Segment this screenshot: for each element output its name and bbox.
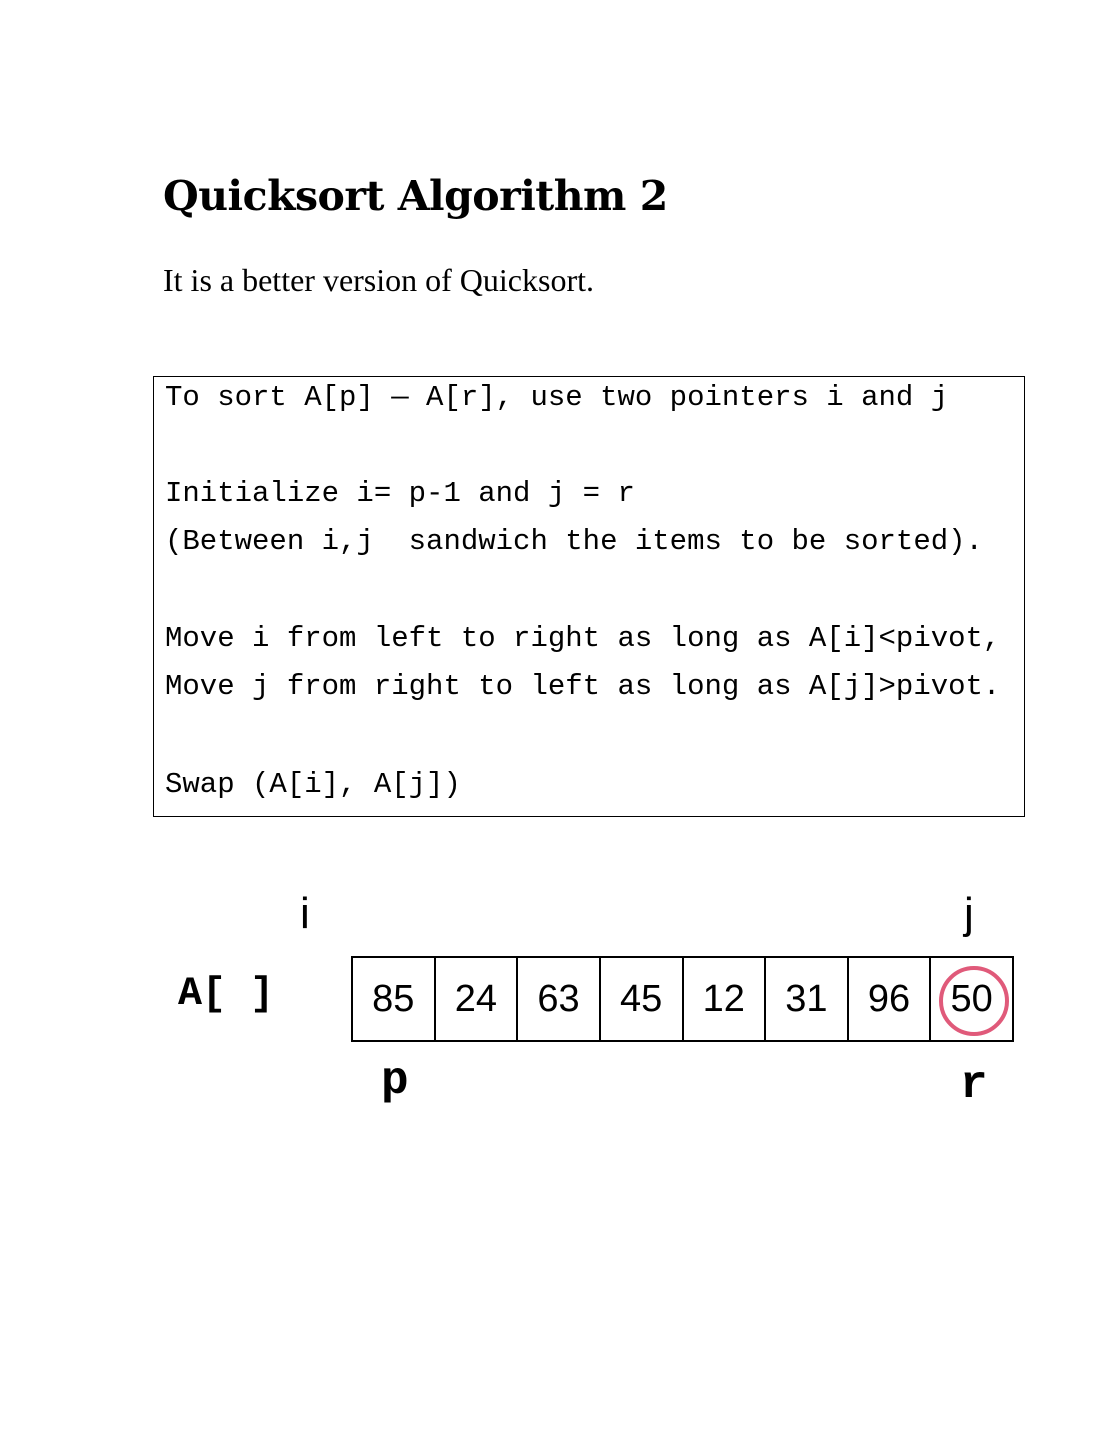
array-label: A[ ] <box>178 972 275 1017</box>
array-cell <box>436 958 519 1040</box>
array-cell-value: 63 <box>537 977 580 1020</box>
array-cell <box>518 958 601 1040</box>
array-cell <box>849 958 932 1040</box>
pointer-p-label: p <box>381 1055 409 1107</box>
algorithm-line: Swap (A[i], A[j]) <box>165 768 461 801</box>
array-cell <box>601 958 684 1040</box>
array-cell-value: 31 <box>785 977 828 1020</box>
page-subtitle: It is a better version of Quicksort. <box>163 262 594 298</box>
array-cell-value: 12 <box>702 977 745 1020</box>
array-cell-value: 96 <box>867 977 911 1020</box>
array-cells <box>351 956 1014 1042</box>
array-cell-value: 50 <box>950 977 993 1020</box>
algorithm-line: Move i from left to right as long as A[i]<pivot, <box>165 622 1001 655</box>
algorithm-line: Move j from right to left as long as A[j]>pivot. <box>165 670 1001 703</box>
array-cell <box>684 958 767 1040</box>
pointer-r-label: r <box>960 1059 988 1111</box>
pointer-i-label: i <box>300 889 310 938</box>
pointer-j-label: j <box>964 889 974 938</box>
array-cell <box>353 958 436 1040</box>
array-cell-value: 24 <box>454 977 498 1020</box>
algorithm-box <box>153 376 1025 817</box>
array-cell-value: 45 <box>620 977 663 1020</box>
algorithm-line: (Between i,j sandwich the items to be sorted). <box>165 525 983 558</box>
page-title: Quicksort Algorithm 2 <box>163 172 668 220</box>
array-cell-pivot <box>931 958 1012 1040</box>
algorithm-line: To sort A[p] — A[r], use two pointers i and j <box>165 381 949 414</box>
array-cell-value: 85 <box>372 977 415 1020</box>
algorithm-line: Initialize i= p-1 and j = r <box>165 477 635 510</box>
array-cell <box>766 958 849 1040</box>
